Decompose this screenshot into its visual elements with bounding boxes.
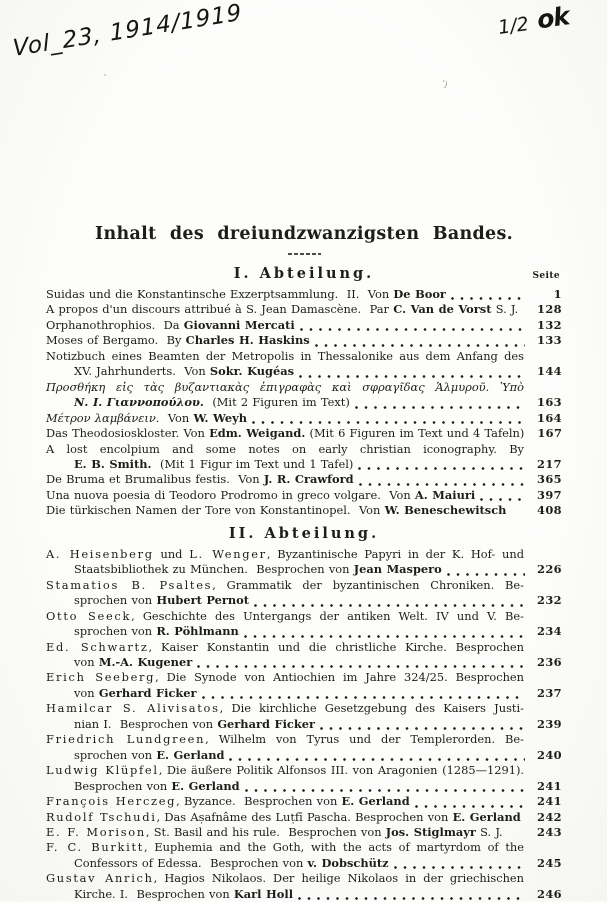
text-segment: E. Gerland [341,794,410,809]
title-divider [288,253,321,255]
text-segment: , Byzantinische Papyri in der K. Hof- und [266,546,525,561]
text-segment: von [74,685,99,700]
text-segment: S. J. [475,824,503,839]
text-segment: nian I. Besprochen von [74,716,218,731]
toc-entry [46,810,562,825]
entry-text [74,856,389,871]
toc-entry [46,670,562,701]
text-segment: Charles H. Haskins [185,333,310,348]
toc-line [46,701,562,716]
dot-leader [295,318,528,333]
text-segment: S. J. [491,302,519,317]
dot-leader [192,655,528,670]
toc-line [46,763,562,778]
text-segment: Suidas und die Konstantinsche Exzerptsammlung. II. Von [46,287,394,301]
entry-text [46,287,446,302]
entry-text [46,426,524,441]
text-segment: M.-A. Kugener [98,654,193,669]
page-number: 365 [537,472,562,487]
toc-entries [46,287,562,519]
toc-line [46,779,562,794]
text-segment: Una nuova poesia di Teodoro Prodromo in greco volgare. Von [46,487,415,502]
text-segment: Stamatios B. Psaltes [46,577,213,592]
entry-text [74,748,224,763]
text-segment: Μέτρον λαμβάνειν. [46,410,160,425]
page-number: 242 [537,809,562,824]
toc-entry [46,840,562,871]
text-segment: Ludwig Klüpfel [46,763,159,778]
page-number: 167 [537,426,563,441]
text-segment: Jean Maspero [353,562,442,577]
page-number: 163 [537,395,562,410]
text-segment: Kirche. I. Besprochen von [74,886,234,901]
dot-leader [240,779,528,794]
text-segment: sprochen von [74,593,157,608]
text-segment: L. Wenger [189,546,267,561]
text-segment: E. Gerland [156,747,225,762]
dot-leader [521,810,528,825]
text-segment: Friedrich Lundgreen [46,732,206,747]
page-number: 232 [537,593,562,608]
text-segment: De Bruma et Brumalibus festis. Von [46,472,264,487]
text-segment: Notizbuch eines Beamten der Metropolis in Thessalonike aus dem Anfang des [46,348,524,363]
page-number: 239 [537,716,562,731]
entry-text [46,503,506,518]
toc-line [46,395,562,410]
toc-entry [46,442,562,473]
section-heading: II. Abteilung. [228,524,380,542]
text-segment: Hubert Pernot [156,593,250,608]
text-segment: , Byzance. Besprochen von [176,794,342,809]
text-segment: J. R. Crawford [263,472,354,487]
section-heading-row [46,263,562,283]
text-segment: E. F. Morison [46,824,146,839]
page-number: 128 [537,302,562,317]
dot-leader [294,364,528,379]
toc-line [46,670,562,685]
page-number: 241 [537,778,562,793]
dot-leader [315,717,528,732]
toc-entries [46,547,562,902]
text-segment: Jos. Stiglmayr [385,824,476,839]
entry-text [46,302,518,317]
dot-leader [247,411,528,426]
toc-entry [46,333,562,348]
text-segment: , Wilhelm von Tyrus und der Templerorden. Be- [205,732,524,747]
toc-entry [46,488,562,503]
toc-line [46,840,562,855]
entry-text [74,364,294,379]
text-segment: von [74,654,99,669]
toc-line [46,794,562,809]
text-segment: v. Dobschütz [307,855,389,870]
text-segment: , Hagios Nikolaos. Der heilige Nikolaos in der griechischen [153,871,524,886]
entry-text [74,624,239,639]
toc-entry [46,411,562,426]
page-number: 132 [537,317,562,332]
text-segment: R. Pöhlmann [156,624,239,639]
page-number: 1 [553,287,562,301]
dot-leader [524,426,528,441]
toc-line [46,871,562,886]
toc-entry [46,701,562,732]
toc-entry [46,825,562,840]
toc-line [46,609,562,624]
entry-text [74,686,197,701]
text-segment: Moses of Bergamo. By [46,333,186,348]
handwritten-fraction: 1/2 [496,12,531,40]
text-segment: XV. Jahrhunderts. Von [74,364,210,379]
toc-entry [46,763,562,794]
text-segment: , Kaiser Konstantin und die christliche Kirche. Besprochen [148,639,524,654]
section-heading-row [46,523,562,543]
toc-line [46,380,562,395]
dot-leader [446,287,528,302]
page-number: 234 [537,624,562,639]
toc-entry [46,578,562,609]
dot-leader [442,562,528,577]
text-segment: , Die kirchliche Gesetzgebung des Kaisers Justi- [219,701,525,716]
toc-line [46,287,562,302]
dot-leader [410,794,528,809]
toc-line [46,593,562,608]
text-segment: C. Van de Vorst [393,302,492,317]
text-segment: sprochen von [74,624,157,639]
toc-line [46,503,562,518]
text-segment: A. Heisenberg [46,546,154,561]
text-segment: Von [159,410,194,425]
toc-entry [46,302,562,317]
text-segment: sprochen von [74,747,157,762]
text-segment: , Geschichte des Untergangs der antiken Welt. IV und V. Be- [131,608,524,623]
entry-text [74,395,350,410]
text-segment: (Mit 2 Figuren im Text) [203,395,350,410]
dot-leader [239,624,528,639]
text-segment: E. B. Smith. [74,456,152,471]
toc-line [46,442,562,457]
toc-line [46,578,562,593]
text-segment: Orphanothrophios. Da [46,317,184,332]
entry-text [46,472,354,487]
toc-line [46,624,562,639]
toc-line [46,302,562,317]
entry-text [46,810,521,825]
text-segment: Karl Holl [233,886,294,901]
toc-entry [46,426,562,441]
toc-line [46,318,562,333]
toc-entry [46,318,562,333]
scan-artifact [104,74,106,76]
entry-text [74,779,240,794]
text-segment: A. Maiuri [414,487,476,502]
entry-text [74,457,353,472]
page-number: 144 [537,364,562,379]
text-segment: , Die Synode von Antiochien im Jahre 324/25. Besprochen [155,670,524,685]
toc-line [46,856,562,871]
text-segment: (Mit 6 Figuren im Text und 4 Tafeln) [305,426,525,441]
table-of-contents [46,224,562,902]
text-segment: Gerhard Ficker [217,716,315,731]
toc-entry [46,349,562,380]
toc-entry [46,287,562,302]
dot-leader [518,302,528,317]
page-number: 164 [537,410,562,425]
text-segment: , Die äußere Politik Alfonsos III. von Aragonien (1285—1291). [158,763,525,778]
text-segment: Προσθήκη εἰς τὰς βυζαντιακὰς ἐπιγραφὰς καὶ σφραγῖδας Ἁλμυροῦ. Ὑπὸ [46,379,524,394]
dot-leader [475,488,528,503]
text-segment: Erich Seeberg [46,670,156,685]
page-number: 226 [537,562,562,577]
text-segment: und [153,546,190,561]
toc-line [46,426,562,441]
text-segment: W. Beneschewitsch [384,503,507,518]
page-number: 397 [537,487,562,502]
dot-leader [389,856,528,871]
entry-text [46,411,247,426]
toc-line [46,333,562,348]
text-segment: Das Theodosioskloster. Von [46,426,210,441]
page-number: 246 [537,886,562,901]
dot-leader [353,457,528,472]
toc-entry [46,609,562,640]
toc-entry [46,547,562,578]
toc-line [46,655,562,670]
page-number: 408 [537,503,562,518]
toc-line [46,411,562,426]
toc-entry [46,640,562,671]
text-segment: Rudolf Tschudi [46,809,157,824]
text-segment: A propos d'un discours attribué à S. Jean Damascène. Par [46,302,394,317]
toc-line [46,810,562,825]
entry-text [74,655,192,670]
text-segment: Die türkischen Namen der Tore von Konstantinopel. Von [46,503,385,518]
scan-artifact: ’) [439,79,449,91]
text-segment: Gerhard Ficker [98,685,197,700]
text-segment: E. Gerland [171,778,240,793]
toc-entry [46,794,562,809]
toc-line [46,686,562,701]
toc-line [46,717,562,732]
entry-text [74,562,442,577]
text-segment: De Boor [393,287,446,301]
handwritten-volume-note: Vol_23, 1914/1919 [11,0,244,63]
text-segment: Ν. Ι. Γιαννοπούλου. [74,395,204,410]
text-segment: A lost encolpium and some notes on early christian iconography. By [46,441,524,456]
text-segment: Ed. Schwartz [46,639,149,654]
toc-line [46,825,562,840]
page-number: 217 [537,456,562,471]
text-segment: Edm. Weigand. [209,426,306,441]
text-segment: Otto Seeck [46,608,132,623]
text-segment: , Grammatik der byzantinischen Chroniken. Be- [212,577,525,592]
toc-line [46,640,562,655]
page-number: 243 [537,824,562,839]
toc-line [46,364,562,379]
toc-line [46,472,562,487]
page-number: 236 [537,654,562,669]
text-segment: Gustav Anrich [46,871,154,886]
toc-entry [46,503,562,518]
toc-entry [46,871,562,902]
entry-text [46,825,503,840]
entry-text [46,318,295,333]
dot-leader [224,748,528,763]
toc-line [46,732,562,747]
page-number: 241 [537,794,562,809]
toc-section [46,263,562,519]
text-segment: Staatsbibliothek zu München. Besprochen von [74,562,354,577]
page-number: 240 [537,747,562,762]
dot-leader [197,686,528,701]
dot-leader [503,825,528,840]
text-segment: Giovanni Mercati [183,317,295,332]
page-number: 237 [537,685,562,700]
entry-text [74,593,249,608]
dot-leader [350,395,528,410]
text-segment: François Herczeg [46,794,177,809]
toc-line [46,547,562,562]
toc-line [46,457,562,472]
text-segment: F. C. Burkitt [46,840,145,855]
text-segment: Hamilcar S. Alivisatos [46,701,220,716]
text-segment: W. Weyh [193,410,248,425]
dot-leader [310,333,528,348]
section-heading: I. Abteilung. [233,265,375,282]
page-number: 245 [537,855,562,870]
seite-column-label: Seite [532,271,560,281]
text-segment: Sokr. Kugéas [209,364,295,379]
dot-leader [506,503,528,518]
text-segment: Confessors of Edessa. Besprochen von [74,855,308,870]
page-number: 133 [537,333,562,348]
entry-text [74,717,315,732]
toc-section [46,523,562,902]
entry-text [46,333,310,348]
text-segment: , Euphemia and the Goth, with the acts of martyrdom of the [144,840,525,855]
toc-entry [46,380,562,411]
toc-line [46,349,562,364]
dot-leader [354,472,528,487]
toc-line [46,562,562,577]
text-segment: (Mit 1 Figur im Text und 1 Tafel) [151,456,354,471]
entry-text [46,488,475,503]
page-title: Inhalt des dreiundzwanzigsten Bandes. [94,224,514,244]
text-segment: Besprochen von [74,778,172,793]
handwritten-check [496,1,571,40]
dot-leader [249,593,528,608]
entry-text [46,794,410,809]
toc-line [46,488,562,503]
toc-sections [46,263,562,902]
text-segment: E. Gerland [452,809,521,824]
text-segment: , Das Aṣafnâme des Luṭfī Pascha. Besprochen von [156,809,453,824]
handwritten-ok-mark: ok [535,1,571,35]
toc-line [46,748,562,763]
toc-entry [46,732,562,763]
toc-entry [46,472,562,487]
text-segment: , St. Basil and his rule. Besprochen von [145,824,386,839]
